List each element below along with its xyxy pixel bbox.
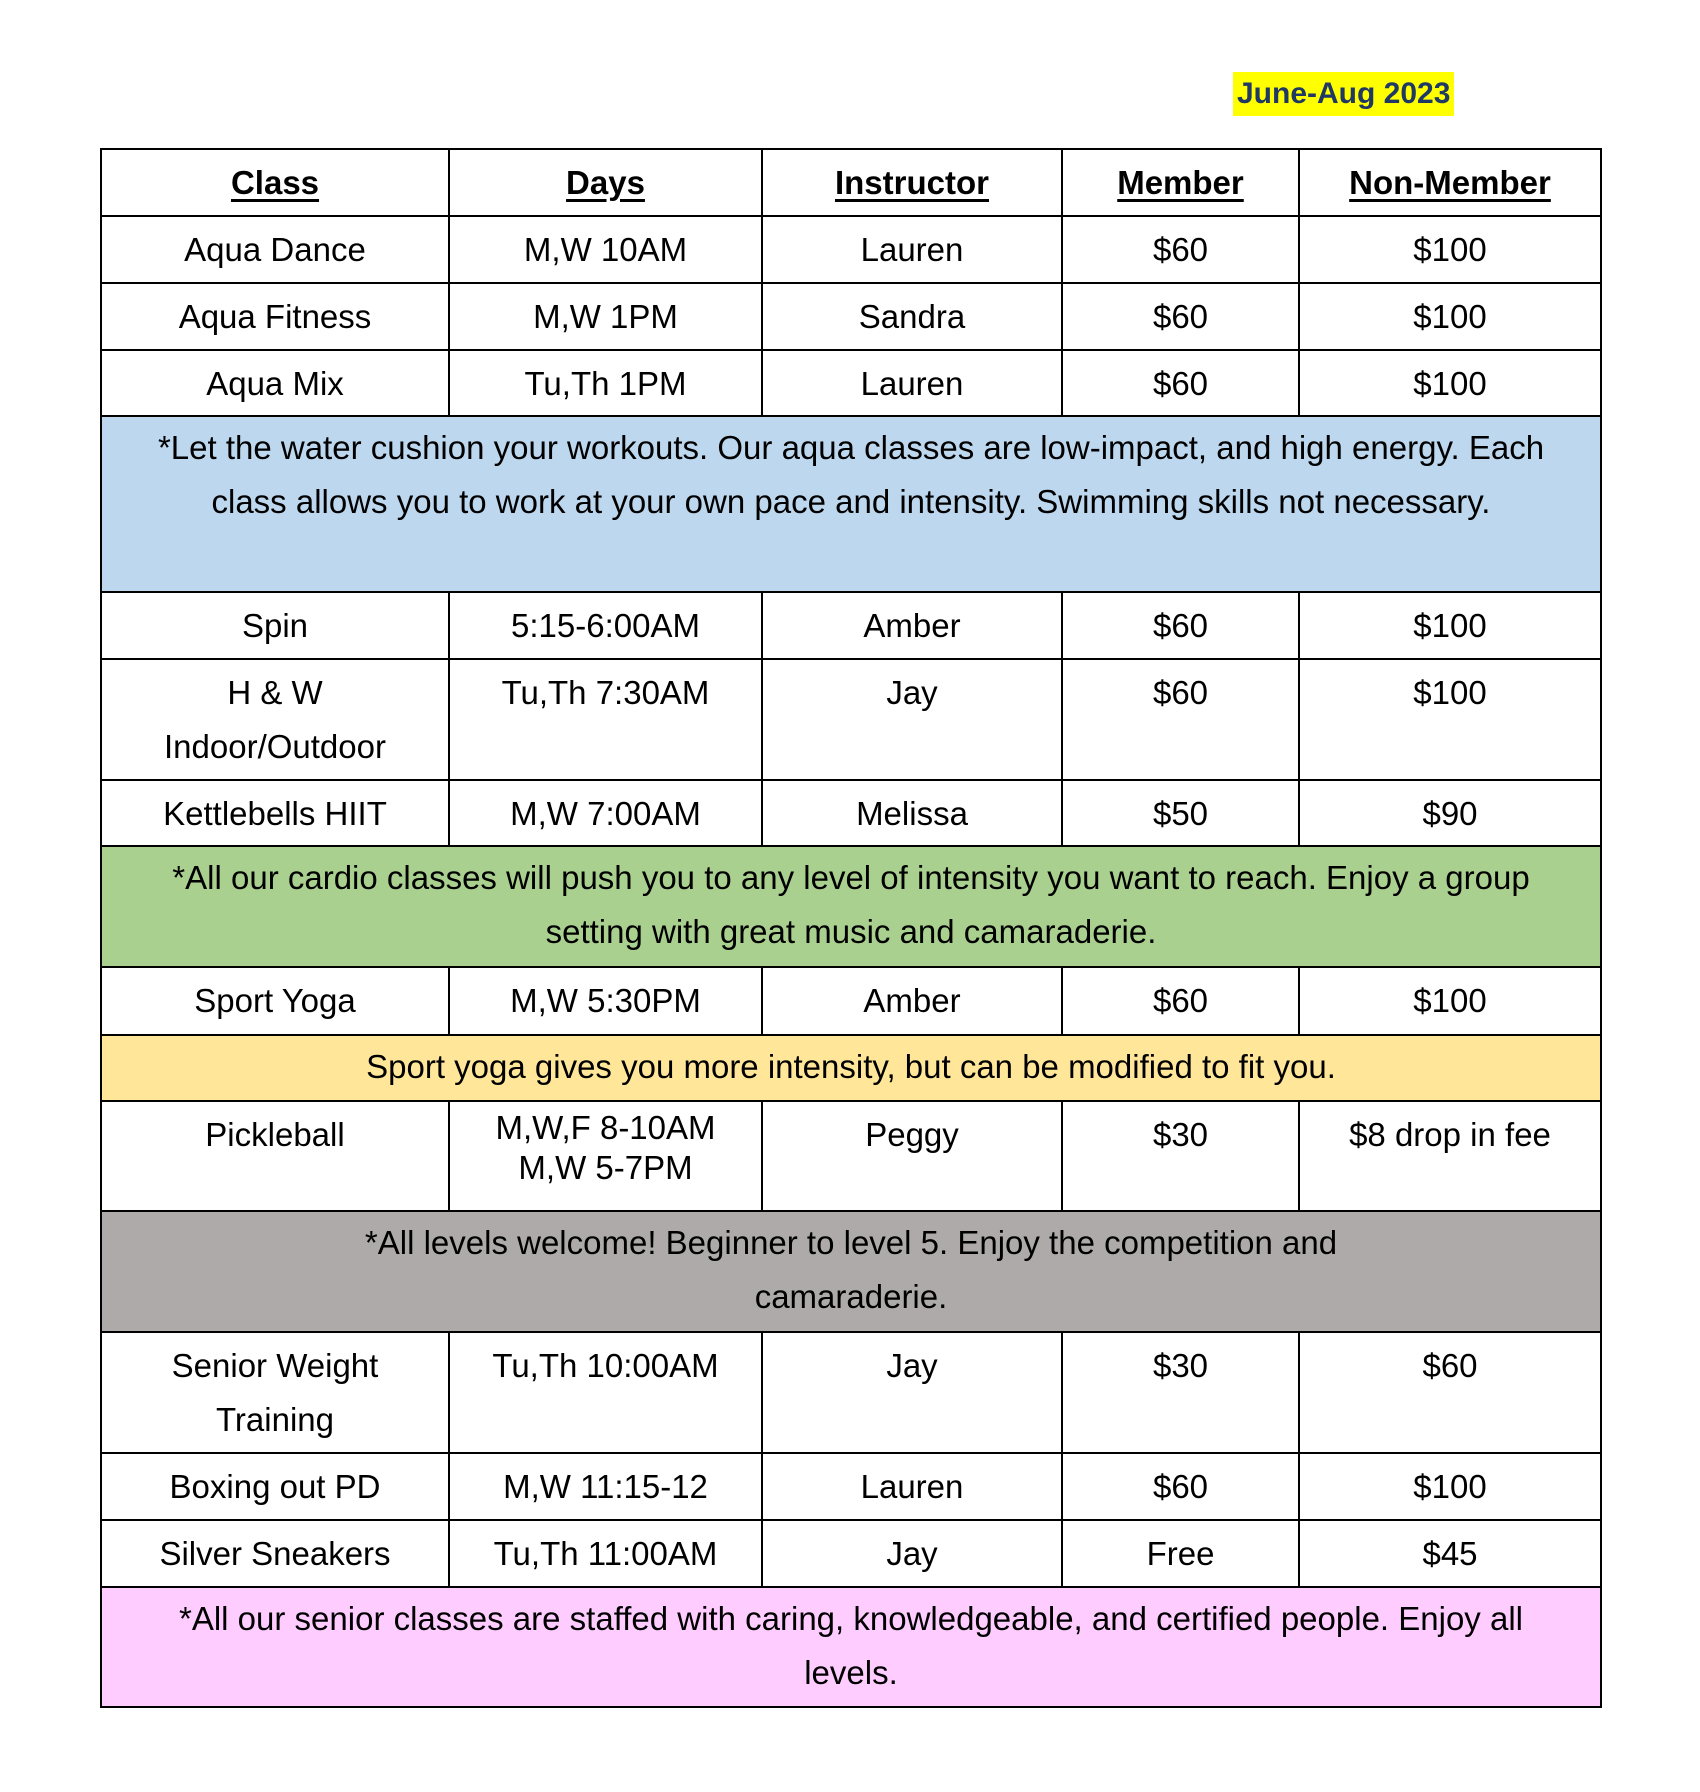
senior-note: *All our senior classes are staffed with caring, knowledgeable, and certified people. Enjoy all levels. [101,1587,1601,1707]
table-row [101,967,1601,1035]
member-price-cell: $50 [1062,780,1299,846]
instructor-cell: Jay [762,1332,1062,1453]
table-row [101,350,1601,416]
class-cell [101,659,449,780]
class-cell: Silver Sneakers [101,1520,449,1587]
note-row-cardio [101,846,1601,967]
member-price-cell: $60 [1062,216,1299,283]
days-cell: Tu,Th 1PM [449,350,762,416]
instructor-cell: Jay [762,1520,1062,1587]
table-row [101,592,1601,659]
non-member-price-cell: $60 [1299,1332,1601,1453]
days-cell: 5:15-6:00AM [449,592,762,659]
table-row [101,1453,1601,1520]
header-member: Member [1062,149,1299,216]
non-member-price-cell: $45 [1299,1520,1601,1587]
header-instructor: Instructor [762,149,1062,216]
non-member-price-cell: $100 [1299,283,1601,350]
days-cell: Tu,Th 7:30AM [449,659,762,780]
member-price-cell: $60 [1062,967,1299,1035]
class-cell: Boxing out PD [101,1453,449,1520]
table-row [101,1101,1601,1211]
class-cell: Aqua Dance [101,216,449,283]
instructor-cell: Jay [762,659,1062,780]
non-member-price-cell: $100 [1299,592,1601,659]
pickleball-note: *All levels welcome! Beginner to level 5. Enjoy the competition and camaraderie. [101,1211,1601,1332]
class-line: Training [216,1401,334,1438]
instructor-cell: Peggy [762,1101,1062,1211]
instructor-cell: Lauren [762,216,1062,283]
non-member-price-cell: $100 [1299,659,1601,780]
days-cell: M,W 11:15-12 [449,1453,762,1520]
table-row [101,283,1601,350]
note-row-senior [101,1587,1601,1707]
table-row [101,780,1601,846]
member-price-cell: $60 [1062,350,1299,416]
days-cell: M,W 1PM [449,283,762,350]
header-days: Days [449,149,762,216]
class-cell: Aqua Fitness [101,283,449,350]
class-cell: Kettlebells HIIT [101,780,449,846]
member-price-cell: $60 [1062,659,1299,780]
instructor-cell: Amber [762,592,1062,659]
class-line: Indoor/Outdoor [164,728,386,765]
days-line: M,W 5-7PM [518,1149,693,1186]
instructor-cell: Amber [762,967,1062,1035]
table-row [101,216,1601,283]
days-cell: Tu,Th 11:00AM [449,1520,762,1587]
instructor-cell: Sandra [762,283,1062,350]
member-price-cell: $30 [1062,1332,1299,1453]
days-cell: Tu,Th 10:00AM [449,1332,762,1453]
class-schedule-table [100,148,1602,1708]
header-class: Class [101,149,449,216]
table-row [101,1520,1601,1587]
aqua-note: *Let the water cushion your workouts. Our aqua classes are low-impact, and high energy. Each class allows you to work at your own pace and intensity. Swimming skills not necessary. [101,416,1601,592]
season-title: June-Aug 2023 [1233,72,1454,116]
note-row-pickleball [101,1211,1601,1332]
cardio-note: *All our cardio classes will push you to any level of intensity you want to reach. Enjoy a group setting with great music and camaraderie. [101,846,1601,967]
days-cell: M,W 7:00AM [449,780,762,846]
member-price-cell: $60 [1062,1453,1299,1520]
class-line: Senior Weight [171,1347,379,1384]
class-cell: Sport Yoga [101,967,449,1035]
class-cell: Aqua Mix [101,350,449,416]
instructor-cell: Lauren [762,350,1062,416]
yoga-note: Sport yoga gives you more intensity, but can be modified to fit you. [101,1035,1601,1101]
days-cell: M,W 10AM [449,216,762,283]
member-price-cell: $30 [1062,1101,1299,1211]
non-member-price-cell: $100 [1299,967,1601,1035]
header-non-member: Non-Member [1299,149,1601,216]
days-cell: M,W 5:30PM [449,967,762,1035]
note-row-yoga [101,1035,1601,1101]
instructor-cell: Lauren [762,1453,1062,1520]
days-line: M,W,F 8-10AM [495,1109,716,1146]
non-member-price-cell: $100 [1299,350,1601,416]
class-cell: Spin [101,592,449,659]
class-cell [101,1332,449,1453]
member-price-cell: $60 [1062,283,1299,350]
note-row-aqua [101,416,1601,592]
non-member-price-cell: $100 [1299,216,1601,283]
non-member-price-cell: $8 drop in fee [1299,1101,1601,1211]
days-cell [449,1101,762,1211]
non-member-price-cell: $100 [1299,1453,1601,1520]
class-line: H & W [227,674,323,711]
class-cell: Pickleball [101,1101,449,1211]
non-member-price-cell: $90 [1299,780,1601,846]
member-price-cell: $60 [1062,592,1299,659]
instructor-cell: Melissa [762,780,1062,846]
header-row [101,149,1601,216]
table-row [101,1332,1601,1453]
member-price-cell: Free [1062,1520,1299,1587]
table-row [101,659,1601,780]
